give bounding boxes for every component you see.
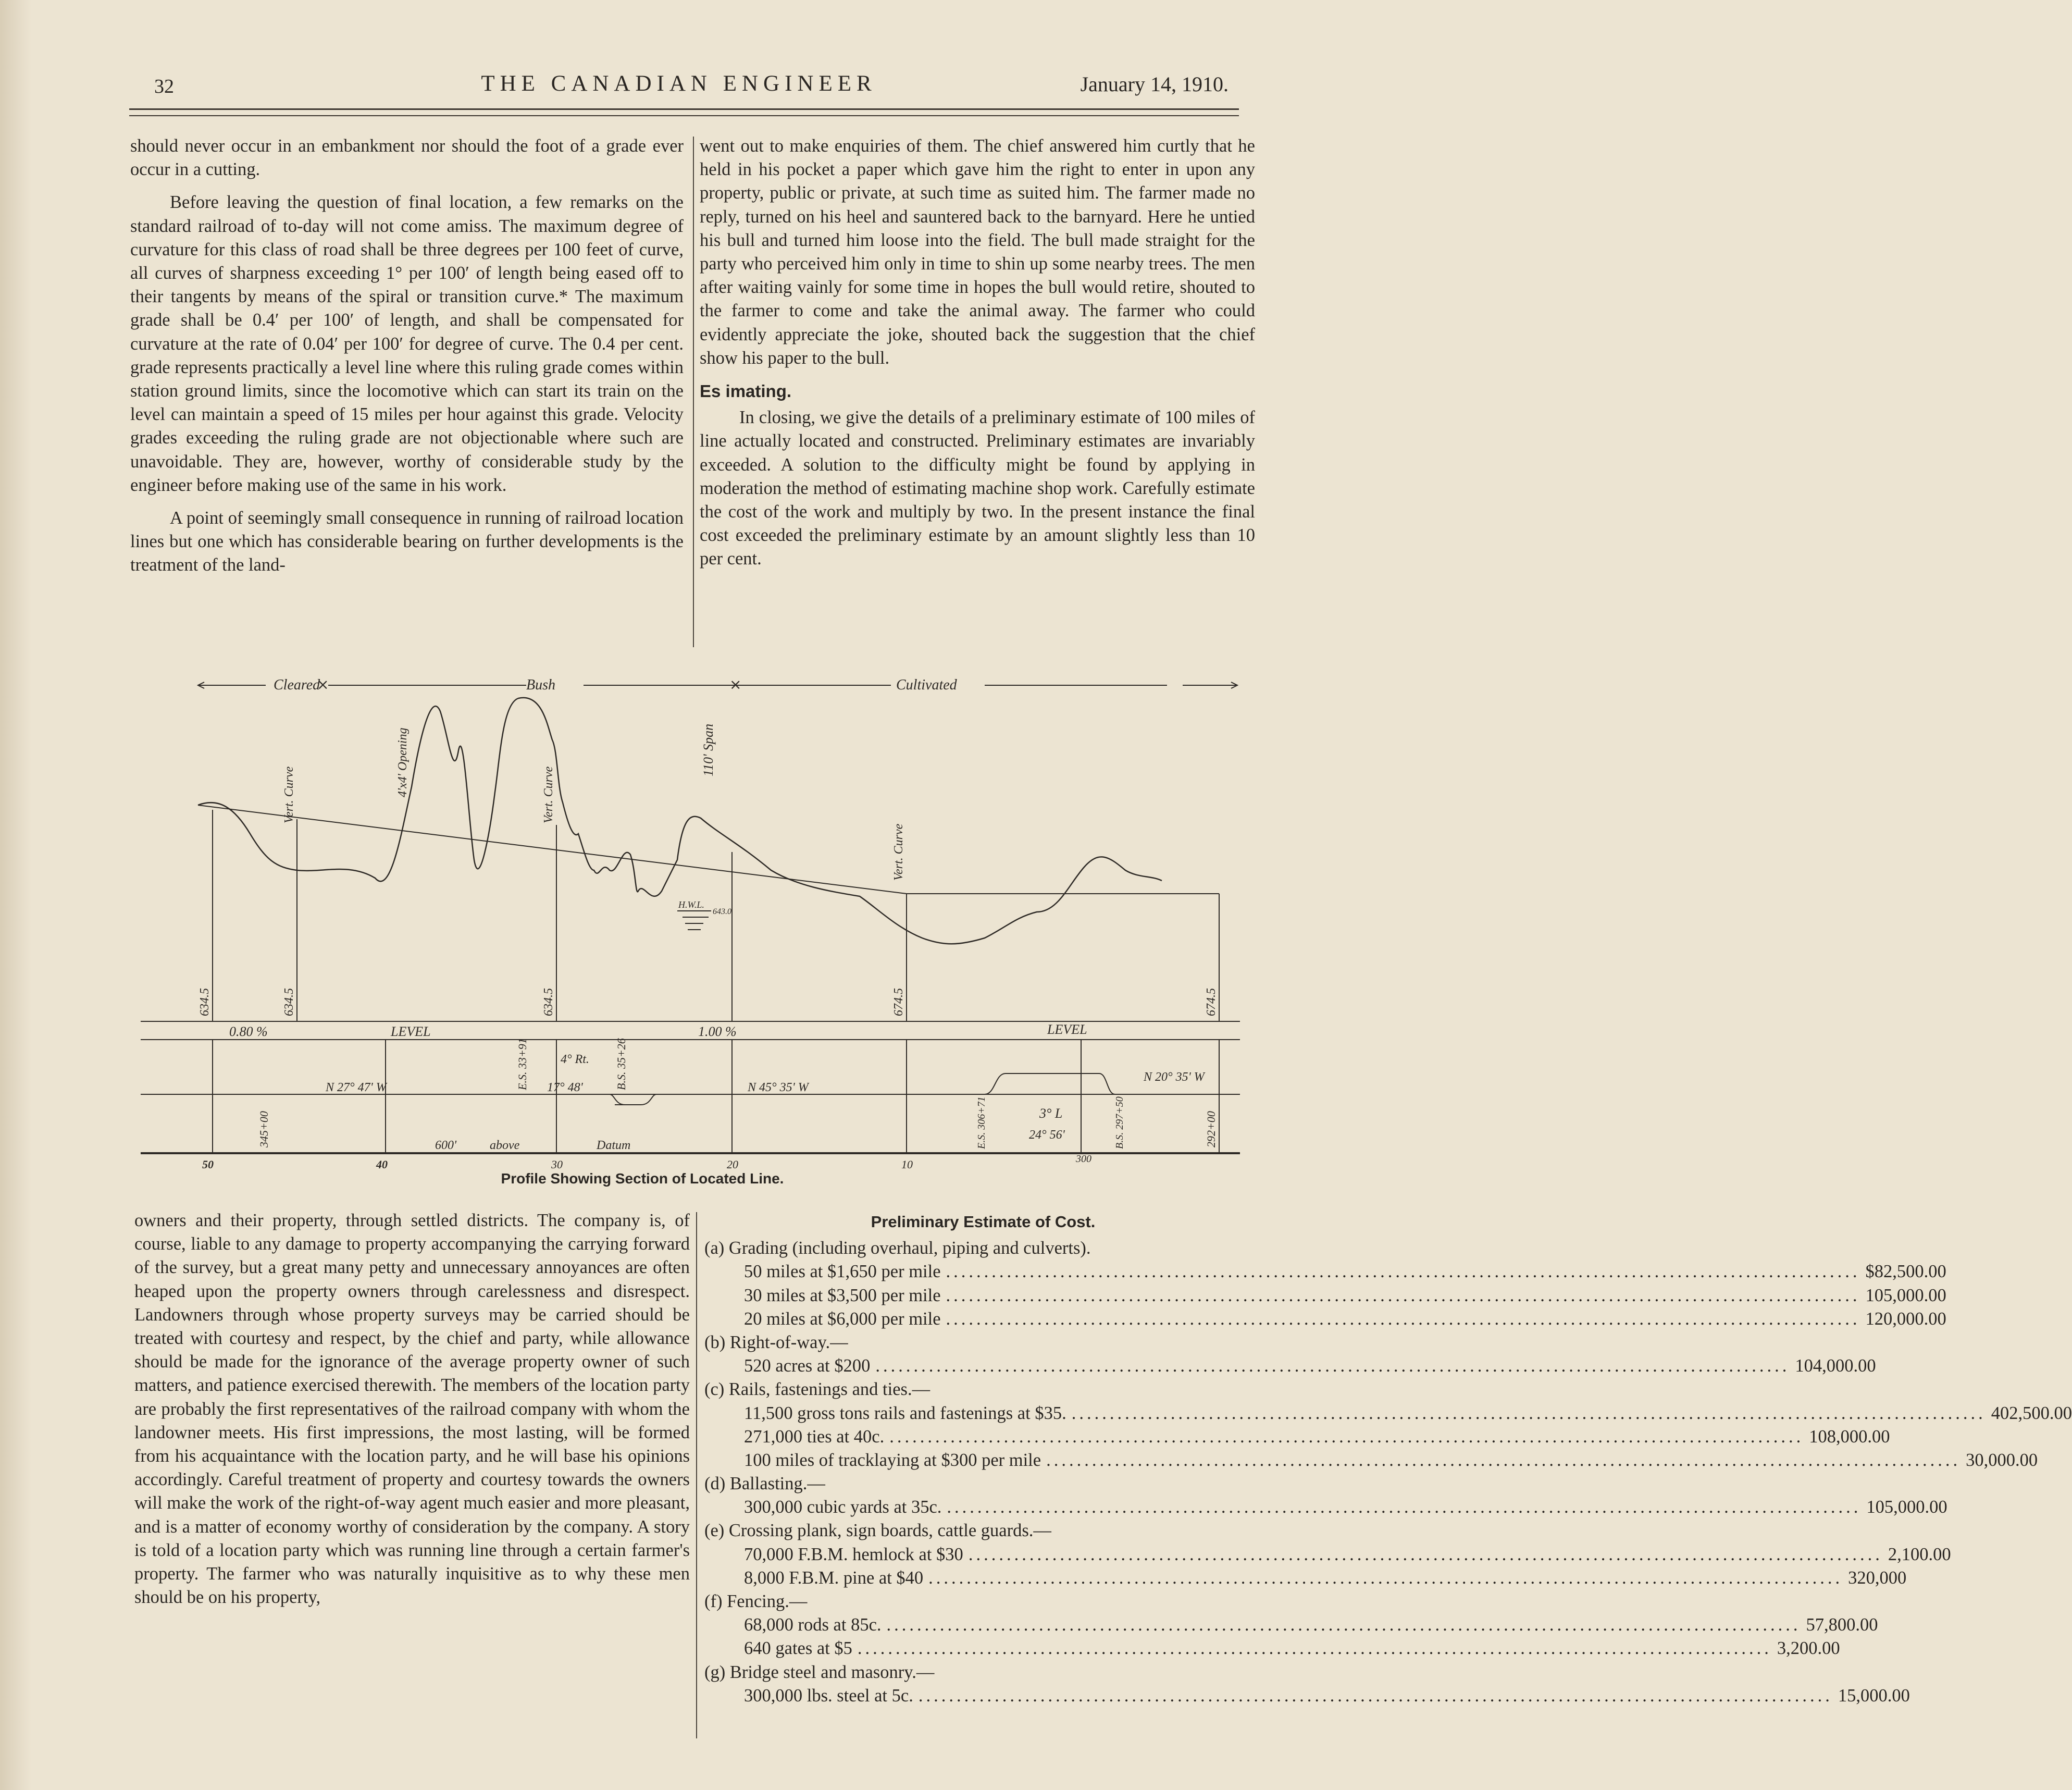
estimate-item: 50 miles at $1,650 per mile <box>744 1262 941 1282</box>
column-rule <box>696 1212 697 1738</box>
zone-label: Bush <box>526 677 555 693</box>
leader-dots: ........................................................................................................................ <box>946 1308 1860 1329</box>
span-label: 110' Span <box>701 723 716 776</box>
leader-dots: ........................................................................................................................ <box>889 1426 1804 1447</box>
estimate-row <box>704 1637 1840 1660</box>
bs-label: B.S. 35+26 <box>615 1038 628 1090</box>
estimate-row <box>704 1284 1946 1307</box>
estimate-amount: 402,500.00 <box>1991 1403 2072 1423</box>
section-heading: Es imating. <box>700 381 792 401</box>
estimate-amount: $82,500.00 <box>1865 1262 1946 1282</box>
vert-curve-label: Vert. Curve <box>892 823 905 881</box>
estimate-item: 8,000 F.B.M. pine at $40 <box>744 1567 924 1588</box>
elevation-label: 674.5 <box>1205 988 1218 1016</box>
vert-curve-label: Vert. Curve <box>542 766 555 823</box>
estimate-row <box>704 1684 1910 1708</box>
estimate-title: Preliminary Estimate of Cost. <box>871 1213 1096 1231</box>
top-right-column <box>700 134 1255 581</box>
grade-label: LEVEL <box>1047 1022 1087 1037</box>
estimate-amount: 30,000.00 <box>1966 1450 2038 1470</box>
station-label: 345+00 <box>257 1111 270 1147</box>
page-edge-shadow <box>0 0 31 1790</box>
paragraph: In closing, we give the details of a preliminary estimate of 100 miles of line actually located and constructed. Preliminary estimates are invariably exceeded. A solution to the difficulty might be found by applying in moderation the method of estimating machine shop work. Carefully estimate the cost of the work and multiply by two. In the present instance the final cost exceeded the preliminary estimate by an amount slightly less than 10 per cent. <box>700 408 1255 569</box>
estimate-item: 300,000 lbs. steel at 5c. <box>744 1685 913 1706</box>
paragraph: owners and their property, through settled districts. The company is, of course, liable to any damage to property accompanying the carrying forward of the survey, but a great many petty and unnecessary annoyances are often heaped upon the property owners through carelessness and disrespect. Landowners through whose property surveys may be carried should be treated with courtesy and respect, by the chief and party, while allowance should be made for the ignorance of the average property owner of such matters, and patience exercised therewith. The members of the location party are probably the first representatives of the railroad company with whom the landowner meets. His first impressions, the most lasting, will be formed from his acquaintance with the location party, and he will base his opinions accordingly. Careful treatment of property and courtesy towards the owners will make the work of the right-of-way agent much easier and more pleasant, and is a matter of economy worthy of consideration by the company. A story is told of a location party which was running line through a certain farmer's property. The farmer who was naturally inquisitive as to why these men should be on his property, <box>134 1211 690 1608</box>
opening-label: 4'x4' Opening <box>396 727 410 797</box>
top-left-column <box>130 134 684 587</box>
vert-curve-label: Vert. Curve <box>282 766 296 823</box>
estimate-item: 100 miles of tracklaying at $300 per mile <box>744 1450 1041 1470</box>
leader-dots: ........................................................................................................................ <box>946 1262 1860 1282</box>
curve-degree: 4° Rt. <box>561 1053 589 1066</box>
page-header <box>129 68 1229 109</box>
column-rule <box>693 137 694 647</box>
bearing-label: N 45° 35' W <box>748 1081 809 1094</box>
hwl-label: H.W.L. <box>678 899 704 910</box>
estimate-amount: 120,000.00 <box>1865 1308 1946 1329</box>
estimate-amount: 320,000 <box>1848 1567 1907 1588</box>
estimate-category: (c) Rails, fastenings and ties.— <box>704 1379 930 1400</box>
elevation-label: 634.5 <box>198 988 212 1016</box>
estimate-row <box>704 1496 1947 1519</box>
axis-label: 20 <box>727 1158 738 1171</box>
estimate-amount: 2,100.00 <box>1888 1544 1951 1564</box>
bs-label: B.S. 297+50 <box>1114 1096 1125 1149</box>
figure-caption: Profile Showing Section of Located Line. <box>501 1170 784 1187</box>
estimate-item: 271,000 ties at 40c. <box>744 1426 885 1447</box>
journal-title: THE CANADIAN ENGINEER <box>481 71 877 96</box>
datum-label: Datum <box>597 1139 631 1152</box>
elevation-label: 634.5 <box>542 988 555 1016</box>
leader-dots: ........................................................................................................................ <box>886 1615 1801 1635</box>
estimate-table <box>704 1209 2072 1708</box>
es-label: E.S. 33+91 <box>516 1038 529 1090</box>
estimate-item: 30 miles at $3,500 per mile <box>744 1285 941 1305</box>
curve-degree: 3° L <box>1039 1106 1063 1121</box>
axis-label: 50 <box>202 1158 214 1171</box>
leader-dots: ........................................................................................................................ <box>1046 1450 1961 1470</box>
zone-divider: ⨯ <box>729 677 742 693</box>
estimate-item: 20 miles at $6,000 per mile <box>744 1308 941 1329</box>
estimate-category: (a) Grading (including overhaul, piping and culverts). <box>704 1238 1091 1258</box>
curve-angle: 17° 48' <box>547 1081 583 1094</box>
estimate-item: 70,000 F.B.M. hemlock at $30 <box>744 1544 963 1564</box>
leader-dots: ........................................................................................................................ <box>857 1638 1772 1659</box>
estimate-category: (f) Fencing.— <box>704 1591 808 1612</box>
datum-label: above <box>490 1139 520 1152</box>
estimate-item: 68,000 rods at 85c. <box>744 1615 882 1635</box>
leader-dots: ........................................................................................................................ <box>918 1685 1833 1706</box>
estimate-amount: 108,000.00 <box>1809 1426 1890 1447</box>
bearing-label: N 20° 35' W <box>1144 1070 1205 1084</box>
curve-angle: 24° 56' <box>1029 1128 1065 1142</box>
paragraph: A point of seemingly small consequence in running of railroad location lines but one which has considerable bearing on further developments is the treatment of the land- <box>130 508 684 575</box>
issue-date: January 14, 1910. <box>1080 72 1229 96</box>
estimate-row <box>704 1566 1907 1590</box>
estimate-row <box>704 1354 1876 1378</box>
estimate-row <box>704 1307 1946 1331</box>
paragraph: went out to make enquiries of them. The chief answered him curtly that he held in his pocket a paper which gave him the right to enter in upon any property, public or private, at such time as suited him. The farmer made no reply, turned on his heel and sauntered back to the barnyard. Here he untied his bull and turned him loose into the field. The bull made straight for the party who perceived him only in time to shin up some nearby trees. The men after waiting vainly for some time in hopes the bull would retire, shouted to the farmer to come and take the animal away. The farmer who could evidently appreciate the joke, shouted back the suggestion that the chief show his paper to the bull. <box>700 136 1255 368</box>
grade-label: LEVEL <box>391 1024 431 1039</box>
estimate-item: 640 gates at $5 <box>744 1638 852 1659</box>
header-rule <box>129 108 1239 116</box>
axis-label: 30 <box>551 1158 563 1171</box>
grade-label: 1.00 % <box>698 1024 737 1039</box>
elevation-label: 674.5 <box>892 988 905 1016</box>
estimate-item: 300,000 cubic yards at 35c. <box>744 1497 942 1517</box>
leader-dots: ........................................................................................................................ <box>946 1285 1860 1305</box>
estimate-amount: 105,000.00 <box>1865 1285 1946 1305</box>
axis-label: 10 <box>901 1158 913 1171</box>
estimate-category: (b) Right-of-way.— <box>704 1332 848 1352</box>
estimate-amount: 3,200.00 <box>1777 1638 1840 1659</box>
estimate-item: 520 acres at $200 <box>744 1356 871 1376</box>
estimate-item: 11,500 gross tons rails and fastenings at $35. <box>744 1403 1066 1423</box>
hwl-value: 643.0 <box>713 907 731 916</box>
estimate-category: (g) Bridge steel and masonry.— <box>704 1662 935 1682</box>
bearing-label: N 27° 47' W <box>326 1081 387 1094</box>
leader-dots: ........................................................................................................................ <box>947 1497 1862 1517</box>
estimate-category: (d) Ballasting.— <box>704 1474 825 1494</box>
leader-dots: ........................................................................................................................ <box>928 1567 1843 1588</box>
estimate-row <box>704 1425 1890 1449</box>
datum-label: 600' <box>435 1139 457 1152</box>
estimate-row <box>704 1613 1878 1637</box>
estimate-row <box>704 1449 2038 1472</box>
estimate-amount: 15,000.00 <box>1838 1685 1910 1706</box>
estimate-row <box>704 1543 1951 1566</box>
profile-figure <box>130 662 1245 1171</box>
bottom-left-column <box>134 1209 690 1619</box>
station-label: 292+00 <box>1205 1111 1218 1147</box>
zone-divider: ⨯ <box>317 677 329 693</box>
estimate-amount: 105,000.00 <box>1866 1497 1947 1517</box>
leader-dots: ........................................................................................................................ <box>968 1544 1883 1564</box>
zone-label: Cultivated <box>896 677 957 693</box>
elevation-label: 634.5 <box>282 988 296 1016</box>
axis-label: 40 <box>376 1158 388 1171</box>
estimate-amount: 57,800.00 <box>1806 1615 1878 1635</box>
estimate-row <box>704 1402 2072 1425</box>
zone-label: Cleared <box>274 677 320 693</box>
paragraph: should never occur in an embankment nor should the foot of a grade ever occur in a cutting. <box>130 136 684 180</box>
estimate-row <box>704 1260 1946 1283</box>
grade-label: 0.80 % <box>229 1024 268 1039</box>
leader-dots: ........................................................................................................................ <box>875 1356 1790 1376</box>
paragraph: Before leaving the question of final location, a few remarks on the standard railroad of to-day will not come amiss. The maximum degree of curvature for this class of road shall be three degrees per 100 feet of curve, all curves of sharpness exceeding 1° per 100′ of length being eased off to their tangents by means of the spiral or transition curve.* The maximum grade shall be 0.4′ per 100′ of length, and shall be compensated for curvature at the rate of 0.04′ per 100′ for degree of curve. The 0.4 per cent. grade represents practically a level line where this ruling grade comes within station ground limits, since the locomotive which can start its train on the level can maintain a speed of 15 miles per hour against this grade. Velocity grades exceeding the ruling grade are not objectionable where such are unavoidable. They are, however, worthy of considerable study by the engineer before making use of the same in his work. <box>130 192 684 495</box>
page-number: 32 <box>154 76 174 97</box>
estimate-category: (e) Crossing plank, sign boards, cattle guards.— <box>704 1521 1051 1541</box>
estimate-amount: 104,000.00 <box>1795 1356 1876 1376</box>
axis-label: 300 <box>1076 1153 1091 1165</box>
es-label: E.S. 306+71 <box>976 1096 987 1149</box>
leader-dots: ........................................................................................................................ <box>1071 1403 1986 1423</box>
